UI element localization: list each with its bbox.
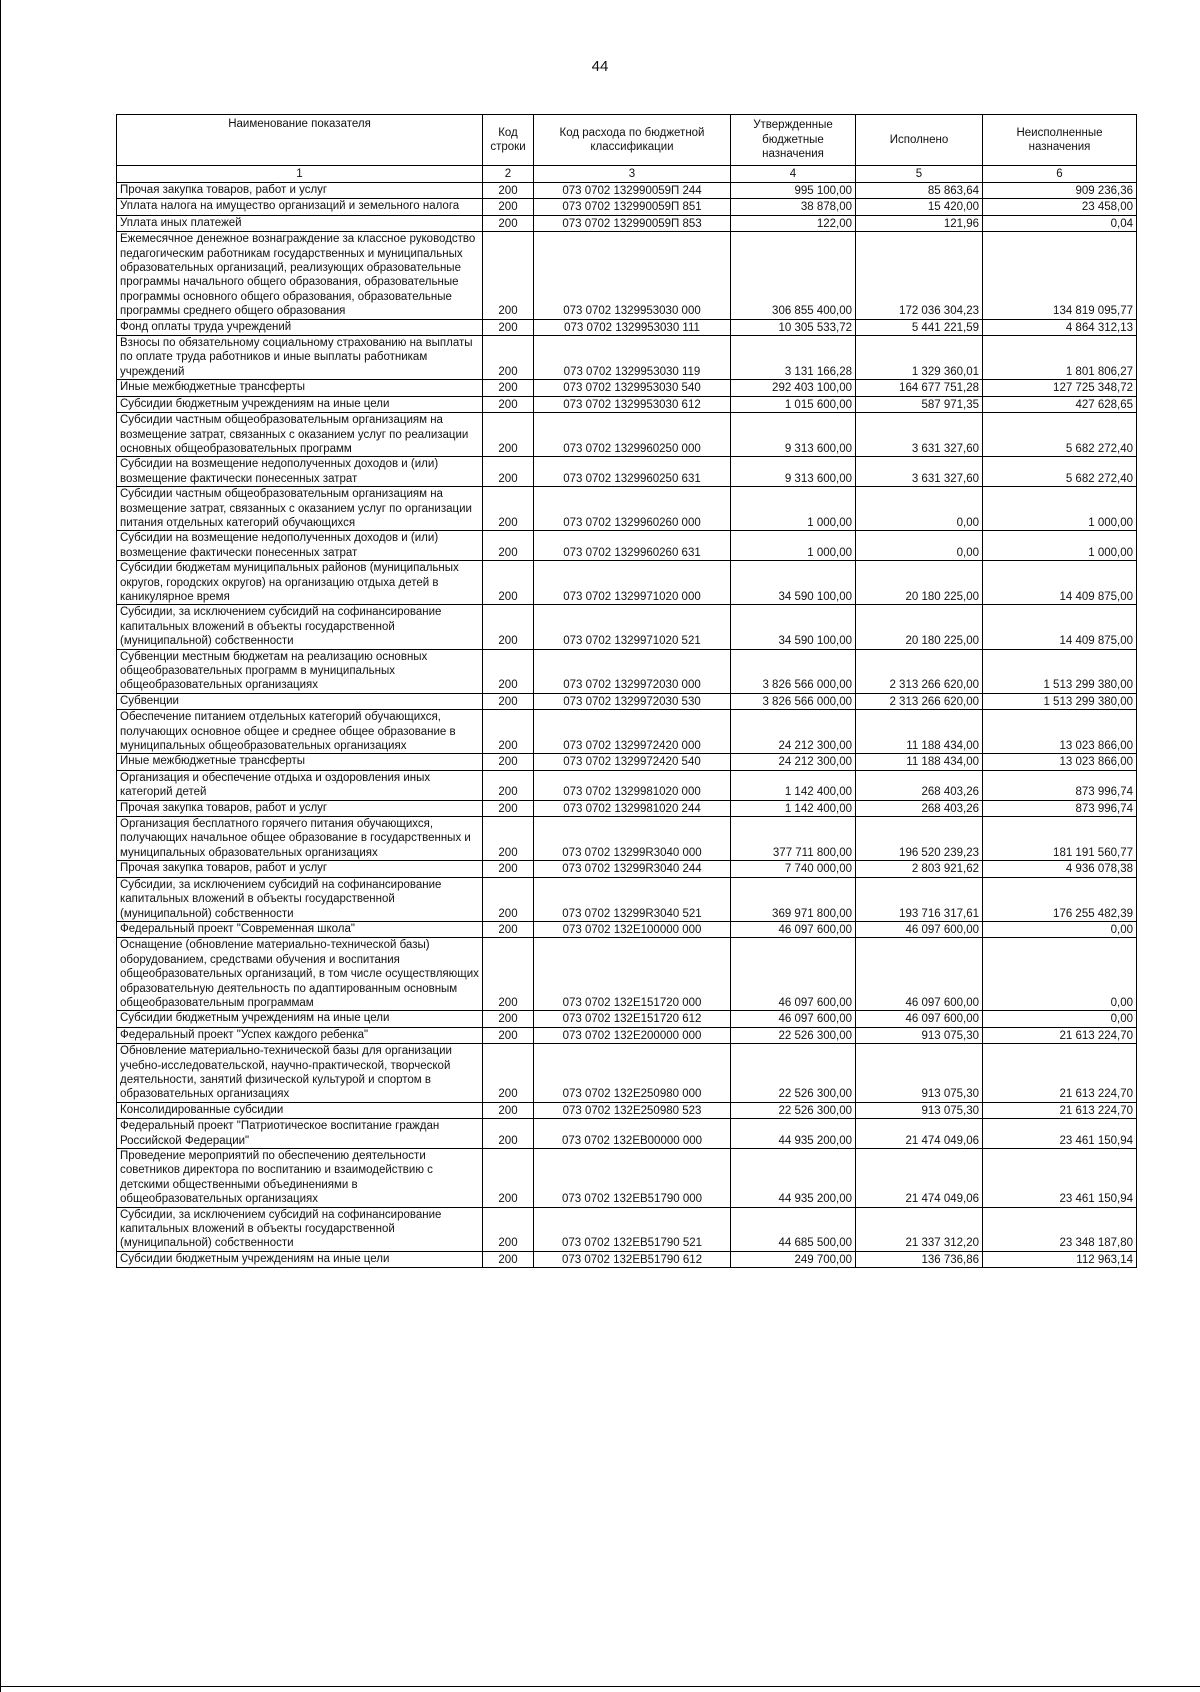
line-code: 200 — [483, 232, 534, 319]
indicator-name: Уплата налога на имущество организаций и земельного налога — [117, 199, 483, 215]
approved-amount: 46 097 600,00 — [731, 921, 856, 937]
executed-amount: 172 036 304,23 — [856, 232, 983, 319]
table-row — [117, 800, 1137, 816]
approved-amount: 10 305 533,72 — [731, 319, 856, 335]
unexecuted-amount: 21 613 224,70 — [983, 1044, 1137, 1103]
unexecuted-amount: 23 458,00 — [983, 199, 1137, 215]
approved-amount: 3 131 166,28 — [731, 336, 856, 380]
executed-amount: 136 736,86 — [856, 1251, 983, 1267]
unexecuted-amount: 873 996,74 — [983, 800, 1137, 816]
line-code: 200 — [483, 487, 534, 531]
indicator-name: Субвенции местным бюджетам на реализацию основных общеобразовательных программ в муниципальных общеобразовательных организациях — [117, 649, 483, 693]
line-code: 200 — [483, 183, 534, 199]
expense-code: 073 0702 13299R3040 521 — [534, 877, 731, 921]
indicator-name: Уплата иных платежей — [117, 215, 483, 231]
table-row — [117, 649, 1137, 693]
table-row — [117, 817, 1137, 861]
expense-code: 073 0702 132Е250980 523 — [534, 1102, 731, 1118]
approved-amount: 1 142 400,00 — [731, 770, 856, 800]
line-code: 200 — [483, 1149, 534, 1208]
table-row — [117, 1011, 1137, 1027]
line-code: 200 — [483, 605, 534, 649]
table-row — [117, 921, 1137, 937]
executed-amount: 11 188 434,00 — [856, 710, 983, 754]
executed-amount: 0,00 — [856, 487, 983, 531]
table-row — [117, 396, 1137, 412]
indicator-name: Субсидии на возмещение недополученных доходов и (или) возмещение фактически понесенных затрат — [117, 457, 483, 487]
unexecuted-amount: 134 819 095,77 — [983, 232, 1137, 319]
line-code: 200 — [483, 531, 534, 561]
indicator-name: Субсидии на возмещение недополученных доходов и (или) возмещение фактически понесенных затрат — [117, 531, 483, 561]
indicator-name: Субсидии, за исключением субсидий на софинансирование капитальных вложений в объекты государственной (муниципальной) собственности — [117, 605, 483, 649]
table-row — [117, 1102, 1137, 1118]
expense-code: 073 0702 1329971020 521 — [534, 605, 731, 649]
table-row — [117, 861, 1137, 877]
unexecuted-amount: 873 996,74 — [983, 770, 1137, 800]
line-code: 200 — [483, 413, 534, 457]
indicator-name: Субсидии частным общеобразовательным организациям на возмещение затрат, связанных с оказанием услуг по организации питания отдельных категорий обучающихся — [117, 487, 483, 531]
indicator-name: Взносы по обязательному социальному страхованию на выплаты по оплате труда работников и иные выплаты работникам учреждений — [117, 336, 483, 380]
table-row — [117, 1251, 1137, 1267]
expense-code: 073 0702 1329953030 540 — [534, 380, 731, 396]
line-code: 200 — [483, 710, 534, 754]
expense-code: 073 0702 132Е250980 000 — [534, 1044, 731, 1103]
line-code: 200 — [483, 693, 534, 709]
header-expense-code: Код расхода по бюджетной классификации — [534, 115, 731, 166]
executed-amount: 20 180 225,00 — [856, 605, 983, 649]
line-code: 200 — [483, 754, 534, 770]
unexecuted-amount: 5 682 272,40 — [983, 457, 1137, 487]
table-row — [117, 605, 1137, 649]
approved-amount: 369 971 800,00 — [731, 877, 856, 921]
executed-amount: 587 971,35 — [856, 396, 983, 412]
table-row — [117, 215, 1137, 231]
approved-amount: 1 000,00 — [731, 531, 856, 561]
table-row — [117, 1044, 1137, 1103]
indicator-name: Субвенции — [117, 693, 483, 709]
unexecuted-amount: 0,00 — [983, 1011, 1137, 1027]
indicator-name: Организация и обеспечение отдыха и оздоровления иных категорий детей — [117, 770, 483, 800]
line-code: 200 — [483, 457, 534, 487]
approved-amount: 22 526 300,00 — [731, 1044, 856, 1103]
unexecuted-amount: 127 725 348,72 — [983, 380, 1137, 396]
executed-amount: 2 313 266 620,00 — [856, 649, 983, 693]
unexecuted-amount: 1 801 806,27 — [983, 336, 1137, 380]
approved-amount: 34 590 100,00 — [731, 605, 856, 649]
line-code: 200 — [483, 1011, 534, 1027]
table-row — [117, 380, 1137, 396]
header-line-code: Код строки — [483, 115, 534, 166]
table-row — [117, 877, 1137, 921]
table-row — [117, 770, 1137, 800]
approved-amount: 38 878,00 — [731, 199, 856, 215]
table-body — [117, 183, 1137, 1268]
executed-amount: 15 420,00 — [856, 199, 983, 215]
approved-amount: 995 100,00 — [731, 183, 856, 199]
approved-amount: 3 826 566 000,00 — [731, 693, 856, 709]
approved-amount: 1 000,00 — [731, 487, 856, 531]
column-number: 4 — [731, 166, 856, 183]
indicator-name: Федеральный проект "Современная школа" — [117, 921, 483, 937]
expense-code: 073 0702 132Е200000 000 — [534, 1027, 731, 1043]
indicator-name: Субсидии бюджетным учреждениям на иные цели — [117, 1011, 483, 1027]
unexecuted-amount: 14 409 875,00 — [983, 561, 1137, 605]
indicator-name: Фонд оплаты труда учреждений — [117, 319, 483, 335]
line-code: 200 — [483, 877, 534, 921]
unexecuted-amount: 14 409 875,00 — [983, 605, 1137, 649]
approved-amount: 292 403 100,00 — [731, 380, 856, 396]
budget-execution-table — [116, 114, 1137, 1268]
indicator-name: Прочая закупка товаров, работ и услуг — [117, 183, 483, 199]
line-code: 200 — [483, 800, 534, 816]
executed-amount: 2 313 266 620,00 — [856, 693, 983, 709]
expense-code: 073 0702 1329953030 612 — [534, 396, 731, 412]
expense-code: 073 0702 132ЕВ00000 000 — [534, 1119, 731, 1149]
approved-amount: 1 015 600,00 — [731, 396, 856, 412]
header-unexecuted: Неисполненные назначения — [983, 115, 1137, 166]
executed-amount: 3 631 327,60 — [856, 413, 983, 457]
approved-amount: 46 097 600,00 — [731, 938, 856, 1011]
expense-code: 073 0702 132990059П 244 — [534, 183, 731, 199]
executed-amount: 85 863,64 — [856, 183, 983, 199]
unexecuted-amount: 23 461 150,94 — [983, 1119, 1137, 1149]
unexecuted-amount: 0,00 — [983, 921, 1137, 937]
expense-code: 073 0702 1329960250 631 — [534, 457, 731, 487]
indicator-name: Субсидии частным общеобразовательным организациям на возмещение затрат, связанных с оказанием услуг по реализации основных общеобразовательных программ — [117, 413, 483, 457]
table-row — [117, 413, 1137, 457]
indicator-name: Иные межбюджетные трансферты — [117, 380, 483, 396]
executed-amount: 1 329 360,01 — [856, 336, 983, 380]
expense-code: 073 0702 1329953030 119 — [534, 336, 731, 380]
executed-amount: 913 075,30 — [856, 1027, 983, 1043]
expense-code: 073 0702 132ЕВ51790 612 — [534, 1251, 731, 1267]
expense-code: 073 0702 132ЕВ51790 521 — [534, 1207, 731, 1251]
approved-amount: 9 313 600,00 — [731, 457, 856, 487]
unexecuted-amount: 4 936 078,38 — [983, 861, 1137, 877]
page-bottom-rule — [0, 1686, 1200, 1687]
executed-amount: 913 075,30 — [856, 1044, 983, 1103]
executed-amount: 46 097 600,00 — [856, 1011, 983, 1027]
expense-code: 073 0702 1329972030 530 — [534, 693, 731, 709]
executed-amount: 5 441 221,59 — [856, 319, 983, 335]
executed-amount: 268 403,26 — [856, 770, 983, 800]
line-code: 200 — [483, 215, 534, 231]
line-code: 200 — [483, 561, 534, 605]
unexecuted-amount: 176 255 482,39 — [983, 877, 1137, 921]
indicator-name: Субсидии, за исключением субсидий на софинансирование капитальных вложений в объекты государственной (муниципальной) собственности — [117, 877, 483, 921]
line-code: 200 — [483, 1207, 534, 1251]
approved-amount: 24 212 300,00 — [731, 710, 856, 754]
column-number: 3 — [534, 166, 731, 183]
table-row — [117, 561, 1137, 605]
indicator-name: Субсидии бюджетам муниципальных районов (муниципальных округов, городских округов) на организацию отдыха детей в каникулярное время — [117, 561, 483, 605]
unexecuted-amount: 0,04 — [983, 215, 1137, 231]
table-row — [117, 710, 1137, 754]
expense-code: 073 0702 132ЕВ51790 000 — [534, 1149, 731, 1208]
expense-code: 073 0702 1329960250 000 — [534, 413, 731, 457]
executed-amount: 21 474 049,06 — [856, 1149, 983, 1208]
column-number: 2 — [483, 166, 534, 183]
expense-code: 073 0702 1329960260 631 — [534, 531, 731, 561]
line-code: 200 — [483, 199, 534, 215]
indicator-name: Иные межбюджетные трансферты — [117, 754, 483, 770]
table-row — [117, 487, 1137, 531]
executed-amount: 913 075,30 — [856, 1102, 983, 1118]
line-code: 200 — [483, 817, 534, 861]
column-number: 5 — [856, 166, 983, 183]
unexecuted-amount: 181 191 560,77 — [983, 817, 1137, 861]
table-row — [117, 1119, 1137, 1149]
expense-code: 073 0702 1329953030 000 — [534, 232, 731, 319]
unexecuted-amount: 909 236,36 — [983, 183, 1137, 199]
expense-code: 073 0702 132Е151720 612 — [534, 1011, 731, 1027]
page-left-rule — [0, 0, 1, 1692]
approved-amount: 46 097 600,00 — [731, 1011, 856, 1027]
indicator-name: Федеральный проект "Успех каждого ребенка" — [117, 1027, 483, 1043]
executed-amount: 268 403,26 — [856, 800, 983, 816]
unexecuted-amount: 13 023 866,00 — [983, 754, 1137, 770]
executed-amount: 2 803 921,62 — [856, 861, 983, 877]
executed-amount: 21 474 049,06 — [856, 1119, 983, 1149]
unexecuted-amount: 21 613 224,70 — [983, 1027, 1137, 1043]
table-row — [117, 754, 1137, 770]
executed-amount: 46 097 600,00 — [856, 938, 983, 1011]
table-row — [117, 232, 1137, 319]
line-code: 200 — [483, 861, 534, 877]
column-number: 1 — [117, 166, 483, 183]
header-name: Наименование показателя — [117, 115, 483, 166]
executed-amount: 164 677 751,28 — [856, 380, 983, 396]
executed-amount: 20 180 225,00 — [856, 561, 983, 605]
indicator-name: Субсидии, за исключением субсидий на софинансирование капитальных вложений в объекты государственной (муниципальной) собственности — [117, 1207, 483, 1251]
unexecuted-amount: 112 963,14 — [983, 1251, 1137, 1267]
approved-amount: 34 590 100,00 — [731, 561, 856, 605]
line-code: 200 — [483, 770, 534, 800]
indicator-name: Обновление материально-технической базы для организации учебно-исследовательской, научно-практической, творческой деятельности, занятий физической культурой и спортом в образовательных организациях — [117, 1044, 483, 1103]
approved-amount: 44 935 200,00 — [731, 1149, 856, 1208]
table-row — [117, 531, 1137, 561]
approved-amount: 3 826 566 000,00 — [731, 649, 856, 693]
table-row — [117, 183, 1137, 199]
executed-amount: 193 716 317,61 — [856, 877, 983, 921]
page-number: 44 — [591, 58, 609, 75]
line-code: 200 — [483, 336, 534, 380]
table-row — [117, 1027, 1137, 1043]
expense-code: 073 0702 1329971020 000 — [534, 561, 731, 605]
table-header-row — [117, 115, 1137, 166]
unexecuted-amount: 1 000,00 — [983, 487, 1137, 531]
executed-amount: 121,96 — [856, 215, 983, 231]
unexecuted-amount: 23 461 150,94 — [983, 1149, 1137, 1208]
executed-amount: 0,00 — [856, 531, 983, 561]
unexecuted-amount: 427 628,65 — [983, 396, 1137, 412]
unexecuted-amount: 1 513 299 380,00 — [983, 693, 1137, 709]
table-row — [117, 1207, 1137, 1251]
indicator-name: Субсидии бюджетным учреждениям на иные цели — [117, 396, 483, 412]
approved-amount: 22 526 300,00 — [731, 1102, 856, 1118]
expense-code: 073 0702 132Е100000 000 — [534, 921, 731, 937]
indicator-name: Федеральный проект "Патриотическое воспитание граждан Российской Федерации" — [117, 1119, 483, 1149]
indicator-name: Оснащение (обновление материально-технической базы) оборудованием, средствами обучения и воспитания общеобразовательных организаций, в том числе осуществляющих образовательную деятельность по адаптированным основным общеобразовательным программам — [117, 938, 483, 1011]
indicator-name: Консолидированные субсидии — [117, 1102, 483, 1118]
column-number: 6 — [983, 166, 1137, 183]
approved-amount: 1 142 400,00 — [731, 800, 856, 816]
unexecuted-amount: 4 864 312,13 — [983, 319, 1137, 335]
expense-code: 073 0702 1329953030 111 — [534, 319, 731, 335]
unexecuted-amount: 1 000,00 — [983, 531, 1137, 561]
line-code: 200 — [483, 1251, 534, 1267]
expense-code: 073 0702 13299R3040 244 — [534, 861, 731, 877]
unexecuted-amount: 5 682 272,40 — [983, 413, 1137, 457]
table-row — [117, 693, 1137, 709]
approved-amount: 249 700,00 — [731, 1251, 856, 1267]
approved-amount: 9 313 600,00 — [731, 413, 856, 457]
table-row — [117, 938, 1137, 1011]
approved-amount: 44 935 200,00 — [731, 1119, 856, 1149]
expense-code: 073 0702 1329960260 000 — [534, 487, 731, 531]
unexecuted-amount: 1 513 299 380,00 — [983, 649, 1137, 693]
approved-amount: 377 711 800,00 — [731, 817, 856, 861]
indicator-name: Ежемесячное денежное вознаграждение за классное руководство педагогическим работникам государственных и муниципальных образовательных организаций, реализующих образовательные программы начального общего образования, образовательные программы основного общего образования, образовательные программы среднего общего образования — [117, 232, 483, 319]
expense-code: 073 0702 1329972030 000 — [534, 649, 731, 693]
indicator-name: Прочая закупка товаров, работ и услуг — [117, 800, 483, 816]
header-executed: Исполнено — [856, 115, 983, 166]
approved-amount: 306 855 400,00 — [731, 232, 856, 319]
indicator-name: Организация бесплатного горячего питания обучающихся, получающих начальное общее образование в государственных и муниципальных образовательных организациях — [117, 817, 483, 861]
line-code: 200 — [483, 319, 534, 335]
line-code: 200 — [483, 1044, 534, 1103]
unexecuted-amount: 13 023 866,00 — [983, 710, 1137, 754]
indicator-name: Проведение мероприятий по обеспечению деятельности советников директора по воспитанию и взаимодействию с детскими общественными объединениями в общеобразовательных организациях — [117, 1149, 483, 1208]
line-code: 200 — [483, 396, 534, 412]
table-row — [117, 199, 1137, 215]
header-approved: Утвержденные бюджетные назначения — [731, 115, 856, 166]
indicator-name: Обеспечение питанием отдельных категорий обучающихся, получающих основное общее и среднее общее образование в муниципальных общеобразовательных организациях — [117, 710, 483, 754]
line-code: 200 — [483, 649, 534, 693]
expense-code: 073 0702 132990059П 851 — [534, 199, 731, 215]
indicator-name: Субсидии бюджетным учреждениям на иные цели — [117, 1251, 483, 1267]
table-row — [117, 1149, 1137, 1208]
line-code: 200 — [483, 938, 534, 1011]
line-code: 200 — [483, 921, 534, 937]
line-code: 200 — [483, 380, 534, 396]
unexecuted-amount: 21 613 224,70 — [983, 1102, 1137, 1118]
executed-amount: 196 520 239,23 — [856, 817, 983, 861]
approved-amount: 22 526 300,00 — [731, 1027, 856, 1043]
expense-code: 073 0702 1329981020 244 — [534, 800, 731, 816]
column-number-row — [117, 166, 1137, 183]
expense-code: 073 0702 132990059П 853 — [534, 215, 731, 231]
expense-code: 073 0702 1329972420 540 — [534, 754, 731, 770]
expense-code: 073 0702 132Е151720 000 — [534, 938, 731, 1011]
indicator-name: Прочая закупка товаров, работ и услуг — [117, 861, 483, 877]
approved-amount: 24 212 300,00 — [731, 754, 856, 770]
executed-amount: 11 188 434,00 — [856, 754, 983, 770]
approved-amount: 44 685 500,00 — [731, 1207, 856, 1251]
expense-code: 073 0702 13299R3040 000 — [534, 817, 731, 861]
line-code: 200 — [483, 1119, 534, 1149]
approved-amount: 7 740 000,00 — [731, 861, 856, 877]
expense-code: 073 0702 1329972420 000 — [534, 710, 731, 754]
table-row — [117, 336, 1137, 380]
executed-amount: 21 337 312,20 — [856, 1207, 983, 1251]
executed-amount: 3 631 327,60 — [856, 457, 983, 487]
table-row — [117, 457, 1137, 487]
line-code: 200 — [483, 1027, 534, 1043]
expense-code: 073 0702 1329981020 000 — [534, 770, 731, 800]
unexecuted-amount: 0,00 — [983, 938, 1137, 1011]
table-row — [117, 319, 1137, 335]
approved-amount: 122,00 — [731, 215, 856, 231]
unexecuted-amount: 23 348 187,80 — [983, 1207, 1137, 1251]
line-code: 200 — [483, 1102, 534, 1118]
executed-amount: 46 097 600,00 — [856, 921, 983, 937]
